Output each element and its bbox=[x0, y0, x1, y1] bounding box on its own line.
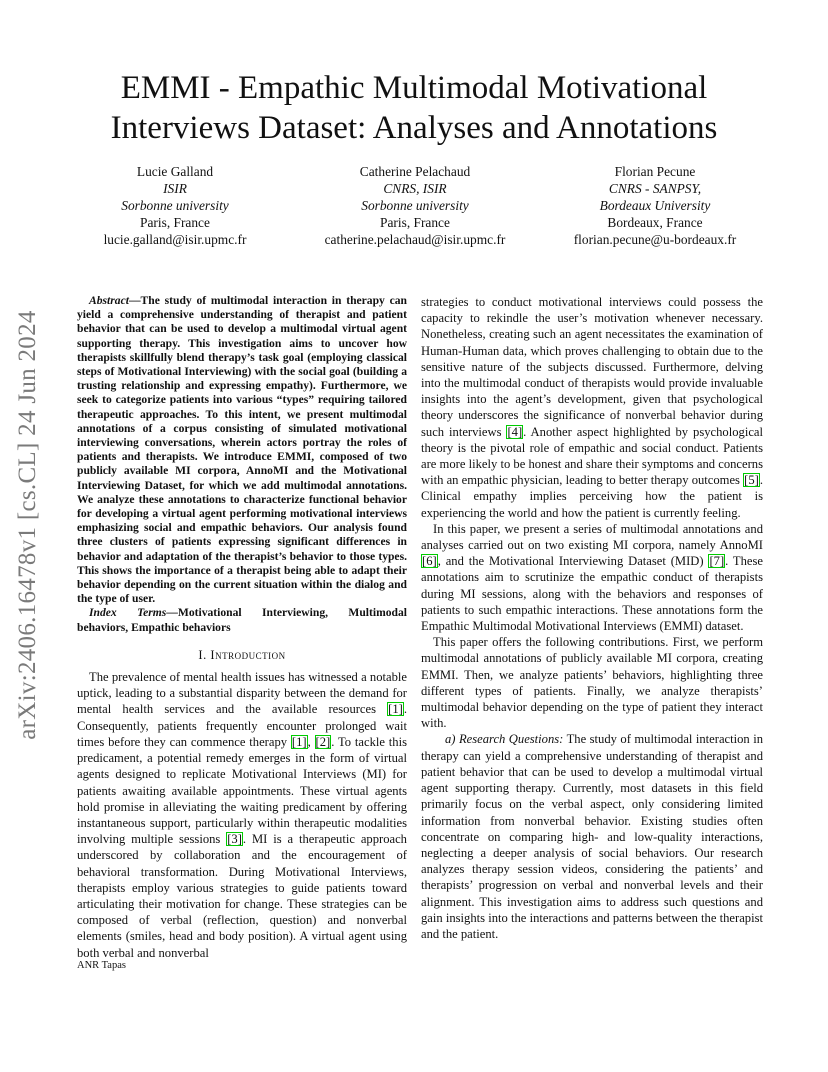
section-number: I. bbox=[198, 647, 207, 662]
author-location: Paris, France bbox=[140, 215, 210, 230]
research-questions-paragraph bbox=[421, 731, 763, 942]
author-email: lucie.galland@isir.upmc.fr bbox=[103, 232, 247, 247]
author-name: Catherine Pelachaud bbox=[359, 164, 471, 179]
title-line-2: Interviews Dataset: Analyses and Annotations bbox=[110, 110, 718, 146]
citation-link[interactable]: [6] bbox=[422, 554, 437, 569]
author-3 bbox=[530, 163, 780, 248]
citation-link[interactable]: [1] bbox=[388, 702, 403, 717]
right-column bbox=[421, 294, 763, 942]
text-run: . To tackle this predicament, a potential remedy emerges in the form of virtual agents designed to replicate Motivational Interviews (MI) for patients awaiting available appointments. These virtual agents hold promise in alleviating the waiting predicament by offering instantaneous support, particularly within therapeutic modalities involving multiple sessions bbox=[77, 734, 407, 847]
text-run: . Consequently, patients frequently encounter prolonged wait times before they can commence therapy bbox=[77, 702, 407, 749]
text-run: . MI is a therapeutic approach underscored by collaboration and the encouragement of behavioral transformation. During Motivational Interviews, therapists employ various strategies to guide patients toward articulating their motivation for change. These strategies can be composed of verbal (reflection, question) and nonverbal elements (smiles, head and body position). A virtual agent using both verbal and nonverbal bbox=[77, 832, 407, 960]
abstract-lead: Abstract bbox=[89, 294, 129, 307]
author-affiliation: Bordeaux University bbox=[599, 198, 711, 213]
author-affiliation: Sorbonne university bbox=[361, 198, 469, 213]
research-questions-title: a) Research Questions: bbox=[445, 732, 564, 747]
citation-link[interactable]: [3] bbox=[227, 832, 242, 847]
intro-paragraph-1 bbox=[77, 669, 407, 961]
research-questions-text: The study of multimodal interaction in therapy can yield a comprehensive understanding of therapist and patient behavior that can be used to develop a multimodal virtual agent supporting therapy. Currently, most datasets in this field primarily focus on the verbal aspect, only considering limited information from nonverbal behavior. Existing studies often concentrate on comparing high- and low-quality interactions, neglecting a deeper analysis of social behaviors. Our research analyzes therapy session videos, considering the patients’ and therapists’ progression on verbal and nonverbal levels and their alignment. This investigation aims to address such questions and gain insights into the interactions and patterns between the therapist and the patient. bbox=[421, 732, 763, 941]
right-paragraph-2 bbox=[421, 521, 763, 634]
text-run: The prevalence of mental health issues has witnessed a notable uptick, leading to a substantial disparity between the demand for mental health services and the available resources bbox=[77, 670, 407, 717]
section-title: Introduction bbox=[210, 647, 286, 662]
citation-link[interactable]: [4] bbox=[507, 424, 523, 439]
footnote: ANR Tapas bbox=[77, 960, 126, 971]
author-2 bbox=[285, 163, 545, 248]
left-column bbox=[77, 294, 407, 961]
author-affiliation: ISIR bbox=[163, 181, 187, 196]
author-location: Bordeaux, France bbox=[607, 215, 703, 230]
citation-link[interactable]: [7] bbox=[709, 554, 725, 569]
citation-link[interactable]: [5] bbox=[744, 473, 759, 488]
index-terms-text: —Motivational Interviewing, Multimodal behaviors, Empathic behaviors bbox=[77, 606, 407, 634]
text-run: . These annotations aim to scrutinize the empathic conduct of therapists during MI sessions, along with the behaviors and responses of patients to such empathic interactions. These annotations form the Empathic Multimodal Motivational Interviews (EMMI) dataset. bbox=[421, 554, 763, 634]
text-run: In this paper, we present a series of multimodal annotations and analyses carried out on two existing MI corpora, namely AnnoMI bbox=[421, 521, 763, 553]
author-email: catherine.pelachaud@isir.upmc.fr bbox=[324, 232, 506, 247]
paper-title bbox=[60, 68, 768, 148]
abstract-text: —The study of multimodal interaction in therapy can yield a comprehensive understanding of therapist and patient behavior that can be used to develop a multimodal virtual agent supporting therapy. This investigation aims to uncover how therapists skillfully blend therapy’s task goal (employing classical steps of Motivational Interviewing) with the social goal (building a trusting relationship and expressing empathy). Furthermore, we seek to categorize patients into various “types” requiring tailored therapeutic approaches. To this intent, we present multimodal annotations of a corpus consisting of simulated motivational interviewing conversations, wherein actors portray the roles of patients and therapists. We introduce EMMI, composed of two publicly available MI corpora, AnnoMI and the Motivational Interviewing Dataset, for which we add multimodal annotations. We analyze these annotations to characterize functional behavior for developing a virtual agent performing motivational interviews emphasizing social and empathic behaviors. Our analysis found three clusters of patients expressing significant differences in behavior and adaptation of the therapist’s behavior to those types. This shows the importance of a therapist being able to adapt their behavior depending on the current situation within the dialog and the type of user. bbox=[77, 294, 407, 606]
author-1 bbox=[60, 163, 290, 248]
author-name: Lucie Galland bbox=[136, 164, 214, 179]
text-run: . Another aspect highlighted by psychological theory is the pivotal role of empathic and social conduct. Patients are more likely to be honest and share their symptoms and concerns with an empathic physician, leading to better therapy outcomes bbox=[421, 424, 763, 488]
arxiv-stamp-text: arXiv:2406.16478v1 [cs.CL] 24 Jun 2024 bbox=[14, 310, 41, 740]
author-affiliation: Sorbonne university bbox=[121, 198, 229, 213]
right-paragraph-3: This paper offers the following contributions. First, we perform multimodal annotations of publicly available MI corpora, creating EMMI. Then, we analyze patients’ behaviors, highlighting three different types of patients. Finally, we analyze therapists’ multimodal behavior depending on the type of patient they interact with. bbox=[421, 635, 763, 731]
text-run: . Clinical empathy implies perceiving how the patient is experiencing the world and how the patient is currently feeling. bbox=[421, 473, 763, 520]
author-affiliation: CNRS - SANPSY, bbox=[608, 181, 702, 196]
title-line-1: EMMI - Empathic Multimodal Motivational bbox=[120, 70, 708, 106]
arxiv-stamp bbox=[8, 292, 48, 758]
index-terms bbox=[77, 606, 407, 634]
author-affiliation: CNRS, ISIR bbox=[383, 181, 447, 196]
author-location: Paris, France bbox=[380, 215, 450, 230]
text-run: , and the Motivational Interviewing Dataset (MID) bbox=[437, 554, 709, 569]
citation-link[interactable]: [1] bbox=[291, 734, 307, 749]
author-name: Florian Pecune bbox=[614, 164, 696, 179]
index-terms-lead: Index Terms bbox=[89, 606, 167, 620]
section-heading-introduction bbox=[77, 647, 407, 663]
right-paragraph-1 bbox=[421, 294, 763, 521]
text-run: strategies to conduct motivational interviews could possess the capacity to rekindle the user’s motivation whenever necessary. Nonetheless, creating such an agent necessitates the examination of Human-Human data, which proves challenging to obtain due to the sensitive nature of the subjects discussed. Furthermore, delving into the multimodal conduct of therapists would provide invaluable insights into the agent’s development, given that psychological theory underscores the significance of nonverbal behavior during such interviews bbox=[421, 295, 763, 439]
author-email: florian.pecune@u-bordeaux.fr bbox=[573, 232, 737, 247]
citation-link[interactable]: [2] bbox=[315, 734, 331, 749]
text-run: , bbox=[307, 734, 315, 749]
abstract bbox=[77, 294, 407, 606]
